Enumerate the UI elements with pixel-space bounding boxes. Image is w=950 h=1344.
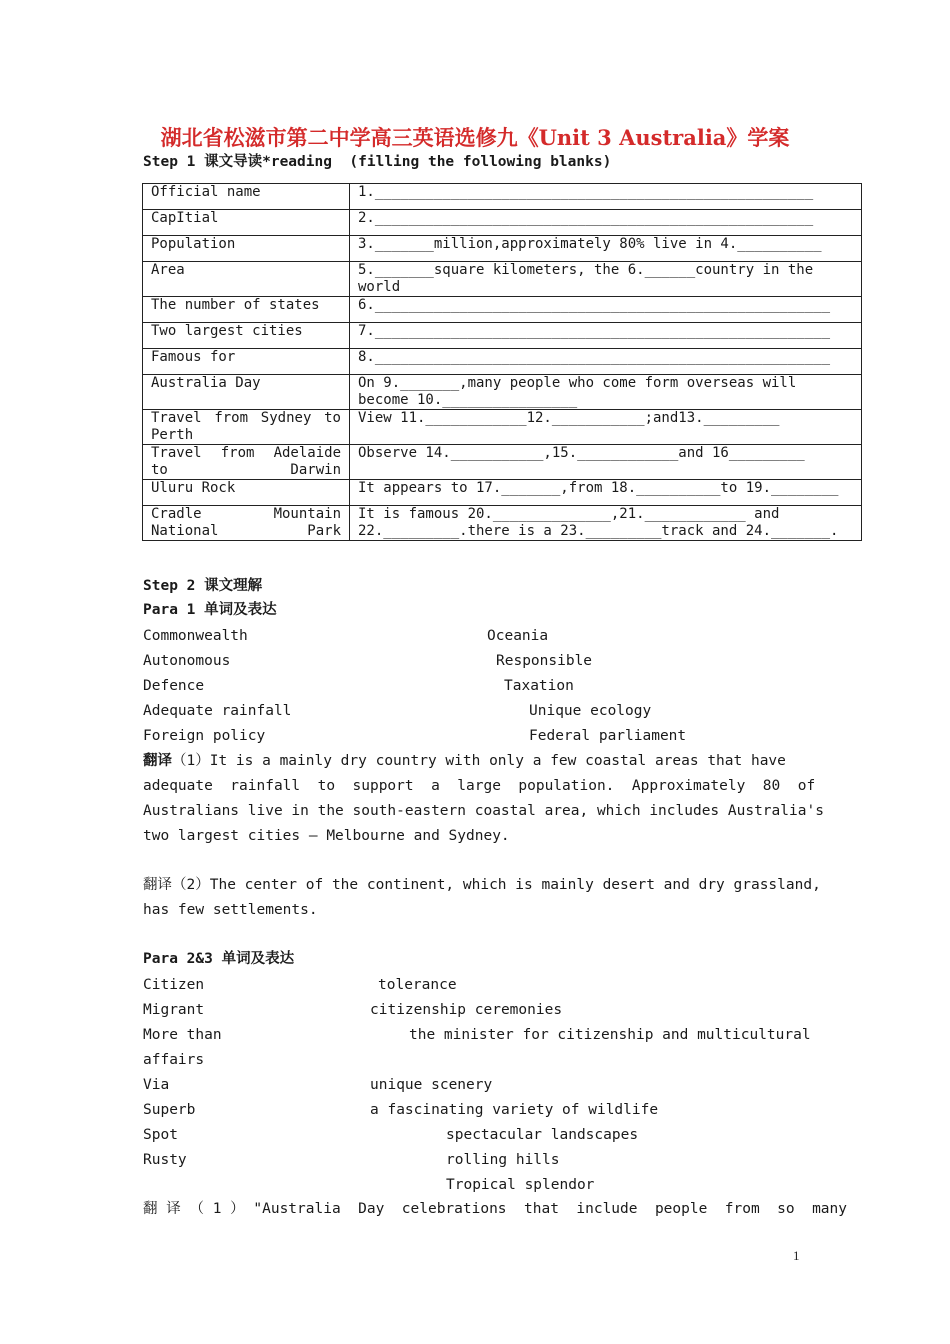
table-label-cell: Travel from Adelaide to Darwin bbox=[143, 445, 350, 480]
table-blank-cell: 1.____________________________________________________ bbox=[350, 184, 862, 210]
para23-word-right: a fascinating variety of wildlife bbox=[370, 1102, 659, 1118]
translation-label: 翻译 bbox=[143, 753, 172, 769]
para23-word-right: rolling hills bbox=[446, 1152, 560, 1168]
table-label-cell: Australia Day bbox=[143, 375, 350, 410]
table-row bbox=[143, 297, 862, 323]
fill-blanks-table bbox=[142, 183, 862, 541]
para23-word-left: Superb bbox=[143, 1102, 196, 1118]
table-blank-cell: 6.______________________________________________________ bbox=[350, 297, 862, 323]
page-number: 1 bbox=[793, 1248, 800, 1263]
para1-word-left: Adequate rainfall bbox=[143, 703, 292, 719]
table-label-cell: Area bbox=[143, 262, 350, 297]
table-blank-cell: 2.____________________________________________________ bbox=[350, 210, 862, 236]
translation-2-line: 翻译（2）The center of the continent, which is mainly desert and dry grassland, bbox=[143, 877, 821, 893]
para23-word-right: the minister for citizenship and multicultural bbox=[409, 1027, 811, 1043]
translation-1-line: two largest cities – Melbourne and Sydney. bbox=[143, 828, 510, 844]
para1-word-left: Foreign policy bbox=[143, 728, 266, 744]
table-blank-cell: It is famous 20.______________,21.____________ and 22._________.there is a 23._________track and 24._______. bbox=[350, 506, 862, 541]
para23-word-left: More than bbox=[143, 1027, 222, 1043]
translation-1-line: Australians live in the south-eastern coastal area, which includes Australia's bbox=[143, 803, 824, 819]
para1-word-right: Federal parliament bbox=[529, 728, 687, 744]
table-label-cell: The number of states bbox=[143, 297, 350, 323]
page-title: 湖北省松滋市第二中学高三英语选修九《Unit 3 Australia》学案 bbox=[160, 125, 790, 150]
table-row bbox=[143, 184, 862, 210]
table-blank-cell: 5._______square kilometers, the 6.______country in the world bbox=[350, 262, 862, 297]
translation-1-line: adequate rainfall to support a large population. Approximately 80 of bbox=[143, 778, 816, 794]
para23-word-left: Spot bbox=[143, 1127, 178, 1143]
table-row bbox=[143, 445, 862, 480]
table-blank-cell: 8.______________________________________________________ bbox=[350, 349, 862, 375]
para23-word-right: tolerance bbox=[378, 977, 457, 993]
table-label-cell: Cradle Mountain National Park bbox=[143, 506, 350, 541]
table-blank-cell: Observe 14.___________,15.____________and 16_________ bbox=[350, 445, 862, 480]
translation-3-line: 翻 译 （ 1 ） "Australia Day celebrations that include people from so many bbox=[143, 1201, 848, 1217]
table-row bbox=[143, 210, 862, 236]
table-row bbox=[143, 375, 862, 410]
table-blank-cell: View 11.____________12.___________;and13._________ bbox=[350, 410, 862, 445]
table-label-cell: Famous for bbox=[143, 349, 350, 375]
table-row bbox=[143, 349, 862, 375]
table-row bbox=[143, 323, 862, 349]
table-row bbox=[143, 262, 862, 297]
para23-word-left: affairs bbox=[143, 1052, 205, 1068]
para1-word-left: Commonwealth bbox=[143, 628, 248, 644]
table-label-cell: Two largest cities bbox=[143, 323, 350, 349]
para23-word-right: unique scenery bbox=[370, 1077, 493, 1093]
translation-1-text: （1）It is a mainly dry country with only a few coastal areas that have bbox=[172, 753, 786, 769]
step1-heading: Step 1 课文导读*reading (filling the following blanks) bbox=[143, 154, 612, 170]
table-blank-cell: It appears to 17._______,from 18.__________to 19.________ bbox=[350, 480, 862, 506]
para23-word-right: spectacular landscapes bbox=[446, 1127, 639, 1143]
para1-word-right: Oceania bbox=[487, 628, 549, 644]
table-row bbox=[143, 410, 862, 445]
table-row bbox=[143, 480, 862, 506]
table-blank-cell: On 9._______,many people who come form overseas will become 10.________________ bbox=[350, 375, 862, 410]
para23-word-left: Migrant bbox=[143, 1002, 205, 1018]
table-label-cell: Population bbox=[143, 236, 350, 262]
para1-heading: Para 1 单词及表达 bbox=[143, 602, 277, 618]
table-blank-cell: 3._______million,approximately 80% live in 4.__________ bbox=[350, 236, 862, 262]
translation-2-line: has few settlements. bbox=[143, 902, 318, 918]
para23-word-right: Tropical splendor bbox=[446, 1177, 595, 1193]
para23-word-left: Via bbox=[143, 1077, 170, 1093]
table-row bbox=[143, 236, 862, 262]
para23-word-left: Citizen bbox=[143, 977, 205, 993]
table-row bbox=[143, 506, 862, 541]
translation-1-line bbox=[143, 752, 786, 770]
step2-heading: Step 2 课文理解 bbox=[143, 578, 263, 594]
para23-word-right: citizenship ceremonies bbox=[370, 1002, 563, 1018]
para23-word-left: Rusty bbox=[143, 1152, 187, 1168]
table-label-cell: Official name bbox=[143, 184, 350, 210]
para1-word-right: Responsible bbox=[496, 653, 593, 669]
para1-word-left: Defence bbox=[143, 678, 205, 694]
para23-heading: Para 2&3 单词及表达 bbox=[143, 951, 295, 967]
para1-word-left: Autonomous bbox=[143, 653, 231, 669]
table-blank-cell: 7.______________________________________________________ bbox=[350, 323, 862, 349]
para1-word-right: Unique ecology bbox=[529, 703, 652, 719]
table-label-cell: Travel from Sydney to Perth bbox=[143, 410, 350, 445]
para1-word-right: Taxation bbox=[504, 678, 574, 694]
table-label-cell: CapItial bbox=[143, 210, 350, 236]
table-label-cell: Uluru Rock bbox=[143, 480, 350, 506]
